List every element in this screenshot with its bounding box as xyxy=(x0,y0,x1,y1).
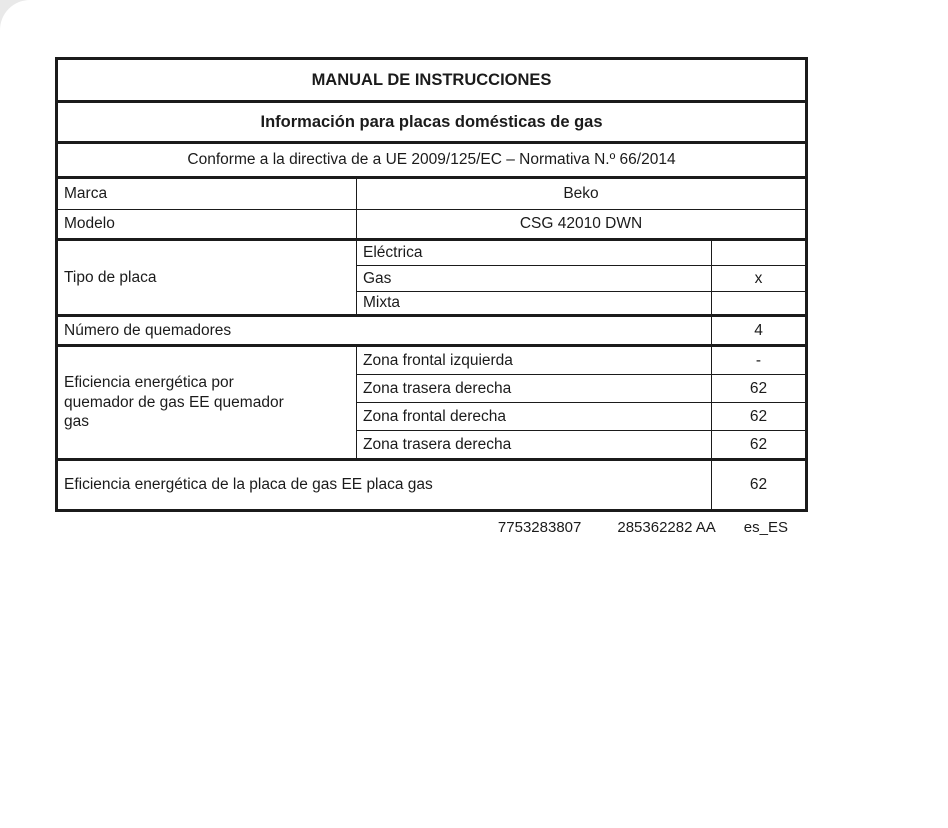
subtitle-row xyxy=(57,102,807,143)
title-row xyxy=(57,59,807,102)
zone-1-label: Zona frontal izquierda xyxy=(357,346,712,375)
zone-1-value: - xyxy=(712,346,807,375)
hob-efficiency-value: 62 xyxy=(712,460,807,511)
hob-type-option-mixed: Mixta xyxy=(357,292,712,316)
hob-type-value-mixed xyxy=(712,292,807,316)
model-row xyxy=(57,210,807,240)
zone-3-value: 62 xyxy=(712,403,807,431)
hob-type-value-electric xyxy=(712,240,807,266)
product-info-table xyxy=(55,57,808,512)
zone-2-value: 62 xyxy=(712,375,807,403)
brand-row xyxy=(57,178,807,210)
footer-locale: es_ES xyxy=(743,519,788,536)
burners-value: 4 xyxy=(712,316,807,346)
zone-2-label: Zona trasera derecha xyxy=(357,375,712,403)
model-label: Modelo xyxy=(57,210,357,240)
burners-row xyxy=(57,316,807,346)
directive-row xyxy=(57,143,807,178)
hob-type-option-electric: Eléctrica xyxy=(357,240,712,266)
zone-4-label: Zona trasera derecha xyxy=(357,431,712,460)
burner-efficiency-row-1 xyxy=(57,346,807,375)
footer-code-2: 285362282 AA xyxy=(617,519,716,536)
hob-type-row-electric xyxy=(57,240,807,266)
zone-4-value: 62 xyxy=(712,431,807,460)
hob-type-value-gas: x xyxy=(712,266,807,292)
burner-efficiency-label: Eficiencia energética por quemador de gas EE quemador gas xyxy=(57,346,357,460)
brand-label: Marca xyxy=(57,178,357,210)
hob-efficiency-row xyxy=(57,460,807,511)
zone-3-label: Zona frontal derecha xyxy=(357,403,712,431)
directive-text: Conforme a la directiva de a UE 2009/125/EC – Normativa N.º 66/2014 xyxy=(57,143,807,178)
hob-efficiency-label: Eficiencia energética de la placa de gas EE placa gas xyxy=(57,460,712,511)
footer-code-1: 7753283807 xyxy=(497,519,582,536)
document-title: MANUAL DE INSTRUCCIONES xyxy=(57,59,807,102)
document-footer xyxy=(55,519,805,536)
document-subtitle: Información para placas domésticas de gas xyxy=(57,102,807,143)
hob-type-option-gas: Gas xyxy=(357,266,712,292)
model-value: CSG 42010 DWN xyxy=(357,210,807,240)
hob-type-label: Tipo de placa xyxy=(57,240,357,316)
brand-value: Beko xyxy=(357,178,807,210)
burners-label: Número de quemadores xyxy=(57,316,712,346)
